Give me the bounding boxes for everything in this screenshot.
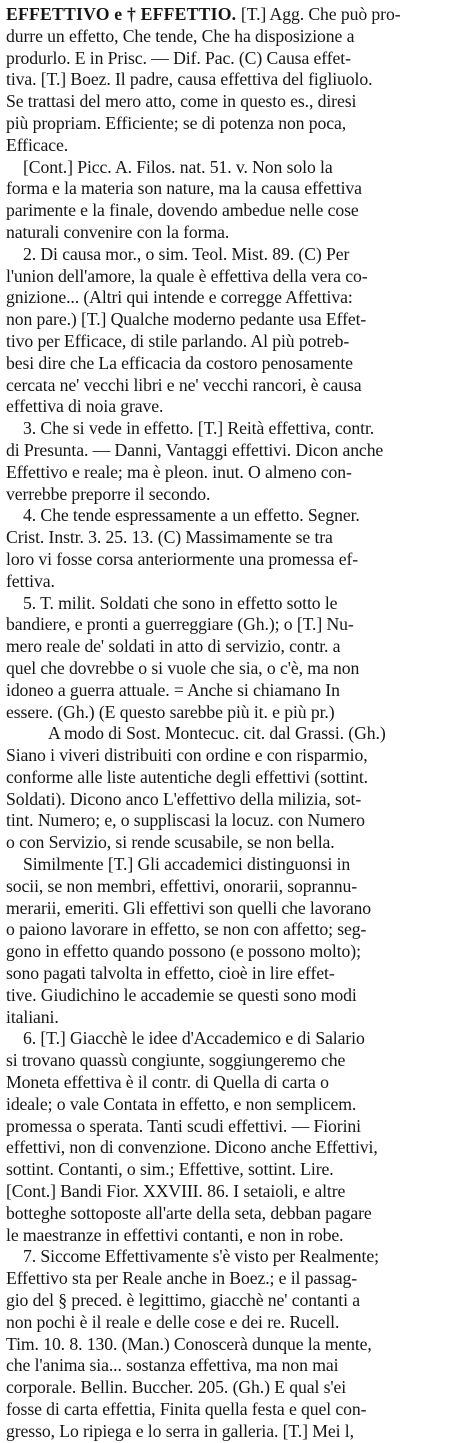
headword-tail: [T.] Agg. Che può pro- bbox=[240, 4, 401, 24]
text-line: produrlo. E in Prisc. — Dif. Pac. (C) Causa effet- bbox=[6, 47, 351, 68]
text-line: Crist. Instr. 3. 25. 13. (C) Massimamente se tra bbox=[6, 527, 333, 548]
dictionary-column bbox=[6, 4, 467, 1443]
text-line: effettivi, non di convenzione. Dicono anche Effettivi, bbox=[6, 1137, 378, 1158]
sense-7-paragraph bbox=[6, 1246, 467, 1442]
sense-5-paragraph bbox=[6, 593, 467, 724]
text-line: tint. Numero; e, o suppliscasi la locuz. con Numero bbox=[6, 810, 365, 831]
text-line: le maestranze in effettivi contanti, e non in robe. bbox=[6, 1224, 344, 1245]
text-line: 2. Di causa mor., o sim. Teol. Mist. 89. (C) Per bbox=[23, 243, 350, 264]
text-line: gresso, Lo ripiega e lo serra in galleria. [T.] Mei l, bbox=[6, 1420, 354, 1441]
text-line: 5. T. milit. Soldati che sono in effetto sotto le bbox=[23, 592, 338, 613]
text-line bbox=[6, 4, 467, 26]
text-line: Effettivo sta per Reale anche in Boez.; e il passag- bbox=[6, 1268, 358, 1289]
text-line: Similmente [T.] Gli accademici distinguonsi in bbox=[23, 854, 351, 875]
headword: EFFETTIVO e † EFFETTIO. bbox=[6, 4, 241, 24]
text-line: non pochi è il reale e delle cose e dei re. Rucell. bbox=[6, 1311, 340, 1332]
text-line: quel che dovrebbe o si vuole che sia, o c'è, ma non bbox=[6, 657, 360, 678]
text-line: non pare.) [T.] Qualche moderno pedante usa Effet- bbox=[6, 309, 367, 330]
text-line: Se trattasi del mero atto, come in questo es., diresi bbox=[6, 91, 357, 112]
text-line: sono pagati talvolta in effetto, cioè in lire effet- bbox=[6, 963, 335, 984]
text-line: corporale. Bellin. Buccher. 205. (Gh.) E qual s'ei bbox=[6, 1377, 347, 1398]
text-line: A modo di Sost. Montecuc. cit. dal Grassi. (Gh.) bbox=[48, 723, 386, 744]
text-line: Efficace. bbox=[6, 134, 69, 155]
text-line: l'union dell'amore, la quale è effettiva della vera co- bbox=[6, 265, 368, 286]
text-line: Soldati). Dicono anco L'effettivo della milizia, sot- bbox=[6, 788, 362, 809]
sense-2-paragraph bbox=[6, 244, 467, 418]
sense-6-paragraph bbox=[6, 1028, 467, 1246]
text-line: besi dire che La efficacia da costoro penosamente bbox=[6, 352, 353, 373]
sense-4-paragraph bbox=[6, 505, 467, 592]
text-line: Effettivo e reale; ma è pleon. inut. O almeno con- bbox=[6, 461, 352, 482]
text-line: tivo per Efficace, di stile parlando. Al più potreb- bbox=[6, 330, 350, 351]
text-line: più propriam. Efficiente; se di potenza non poca, bbox=[6, 112, 347, 133]
text-line: italiani. bbox=[6, 1006, 59, 1027]
text-line: merarii, emeriti. Gli effettivi son quelli che lavorano bbox=[6, 897, 371, 918]
text-line: conforme alle liste autentiche degli effettivi (sottint. bbox=[6, 766, 368, 787]
text-line: 3. Che si vede in effetto. [T.] Reità effettiva, contr. bbox=[23, 418, 375, 439]
text-line: o paiono lavorare in effetto, se non con affetto; seg- bbox=[6, 919, 367, 940]
text-line: essere. (Gh.) (E questo sarebbe più it. e più pr.) bbox=[6, 701, 335, 722]
text-line: si trovano quassù congiunte, soggiungeremo che bbox=[6, 1050, 346, 1071]
text-line: gono in effetto quando possono (e possono molto); bbox=[6, 941, 361, 962]
text-line: verrebbe preporre il secondo. bbox=[6, 483, 211, 504]
text-line: botteghe sottoposte all'arte della seta, debban pagare bbox=[6, 1202, 372, 1223]
sense-3-paragraph bbox=[6, 418, 467, 505]
text-line: naturali convenire con la forma. bbox=[6, 221, 230, 242]
text-line: Moneta effettiva è il contr. di Quella di carta o bbox=[6, 1072, 329, 1093]
text-line: 4. Che tende espressamente a un effetto. Segner. bbox=[23, 505, 360, 526]
cont-citation-paragraph bbox=[6, 157, 467, 244]
text-line: tive. Giudichino le accademie se questi sono modi bbox=[6, 984, 357, 1005]
text-line: ideale; o vale Contata in effetto, e non semplicem. bbox=[6, 1093, 357, 1114]
text-line: sottint. Contanti, o sim.; Effettive, sottint. Lire. bbox=[6, 1159, 334, 1180]
text-line: che l'anima sia... sostanza effettiva, ma non mai bbox=[6, 1355, 339, 1376]
text-line: [Cont.] Picc. A. Filos. nat. 51. v. Non solo la bbox=[23, 156, 333, 177]
text-line: promessa o sperata. Tanti scudi effettivi. — Fiorini bbox=[6, 1115, 361, 1136]
text-line: gio del § preced. è legittimo, giacchè ne' contanti a bbox=[6, 1290, 360, 1311]
text-line: cercata ne' vecchi libri e ne' vecchi rancori, è causa bbox=[6, 374, 362, 395]
text-line: idoneo a guerra attuale. = Anche si chiamano In bbox=[6, 679, 340, 700]
text-line: bandiere, e pronti a guerreggiare (Gh.); o [T.] Nu- bbox=[6, 614, 354, 635]
text-line: fettiva. bbox=[6, 570, 55, 591]
text-line: mero reale de' soldati in atto di servizio, contr. a bbox=[6, 636, 341, 657]
text-line: gnizione... (Altri qui intende e corregge Affettiva: bbox=[6, 287, 353, 308]
similmente-paragraph bbox=[6, 854, 467, 1028]
text-line: Siano i viveri distribuiti con ordine e con risparmio, bbox=[6, 745, 368, 766]
text-line: fosse di carta effettia, Finita quella festa e quel con- bbox=[6, 1399, 367, 1419]
text-line: 7. Siccome Effettivamente s'è visto per Realmente; bbox=[23, 1246, 379, 1267]
text-line: durre un effetto, Che tende, Che ha disposizione a bbox=[6, 25, 355, 46]
text-line: [Cont.] Bandi Fior. XXVIII. 86. I setaioli, e altre bbox=[6, 1181, 346, 1202]
text-line: socii, se non membri, effettivi, onorarii, soprannu- bbox=[6, 875, 358, 896]
sost-paragraph bbox=[6, 723, 467, 854]
text-line: loro vi fosse corsa anteriormente una promessa ef- bbox=[6, 548, 359, 569]
text-line: effettiva di noia grave. bbox=[6, 396, 164, 417]
text-line: parimente e la finale, dovendo ambedue nelle cose bbox=[6, 200, 359, 221]
text-line: forma e la materia son nature, ma la causa effettiva bbox=[6, 178, 362, 199]
text-line: Tim. 10. 8. 130. (Man.) Conoscerà dunque la mente, bbox=[6, 1333, 372, 1354]
text-line: di Presunta. — Danni, Vantaggi effettivi. Dicon anche bbox=[6, 439, 384, 460]
text-line: o con Servizio, si rende scusabile, se non bella. bbox=[6, 832, 335, 853]
text-line: 6. [T.] Giacchè le idee d'Accademico e di Salario bbox=[23, 1028, 365, 1049]
entry-head-paragraph bbox=[6, 4, 467, 157]
text-line: tiva. [T.] Boez. Il padre, causa effettiva del figliuolo. bbox=[6, 69, 373, 90]
